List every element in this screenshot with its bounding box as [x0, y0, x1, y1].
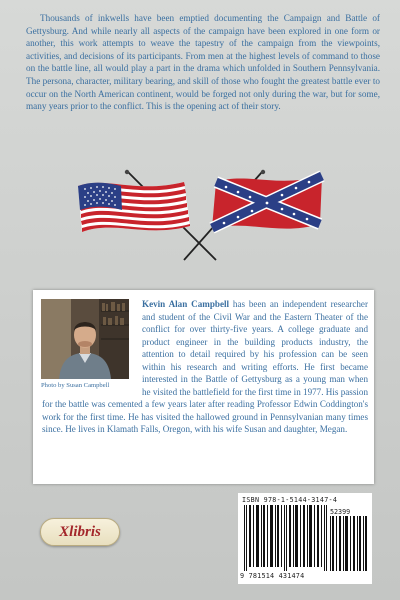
xlibris-logo: Xlibris [40, 518, 120, 546]
crossed-flags-illustration [66, 168, 336, 266]
isbn-number: ISBN 978-1-5144-3147-4 [242, 496, 338, 504]
author-bio-panel [33, 290, 374, 484]
confederate-flag [184, 170, 322, 260]
photo-credit: Photo by Susan Campbell [41, 382, 110, 389]
price-addon-barcode [330, 516, 368, 571]
author-name: Kevin Alan Campbell [142, 299, 230, 309]
book-blurb: Thousands of inkwells have been emptied documenting the Campaign and Battle of Gettysburg. And while nearly all aspects of the campaign have been explored in one form or another, this work attempts to weave the tapestry of the campaign from the viewpoints, activities, and decisions of its participants. From men at the highest levels of command to those on the battle line, all would play a part in the drama which unfolded in Southern Pennsylvania. The persona, character, military bearing, and skill of those who fought the greatest battle ever to occur on the North American continent, would be forged not only during the war, but for some, many years prior to the conflict. This is the opening act of their story. [26, 13, 380, 112]
barcode-digits: 9 781514 431474 [240, 572, 305, 580]
barcode-price-code: 52399 [330, 508, 351, 516]
isbn-barcode [238, 493, 372, 584]
ean-barcode [244, 505, 328, 571]
author-photo [41, 299, 129, 379]
author-bio-text: has been an independent researcher and student of the Civil War and the Eastern Theater of the conflict for over thirty-five years. A college graduate and product engineer in the building products industry, the attention to detail required by his profession can be seen within his research and writing efforts. He first became interested in the Battle of Gettysburg as a young man when he visited the battlefield for the first time in 1977. His passion for the battle was cemented a few years later after reading Professor Edwin Coddington's work for the first time. He has visited the hallowed ground in Pennsylvanian many times since. He lives in Klamath Falls, Oregon, with his wife Susan and daughter, Megan. [42, 299, 368, 434]
